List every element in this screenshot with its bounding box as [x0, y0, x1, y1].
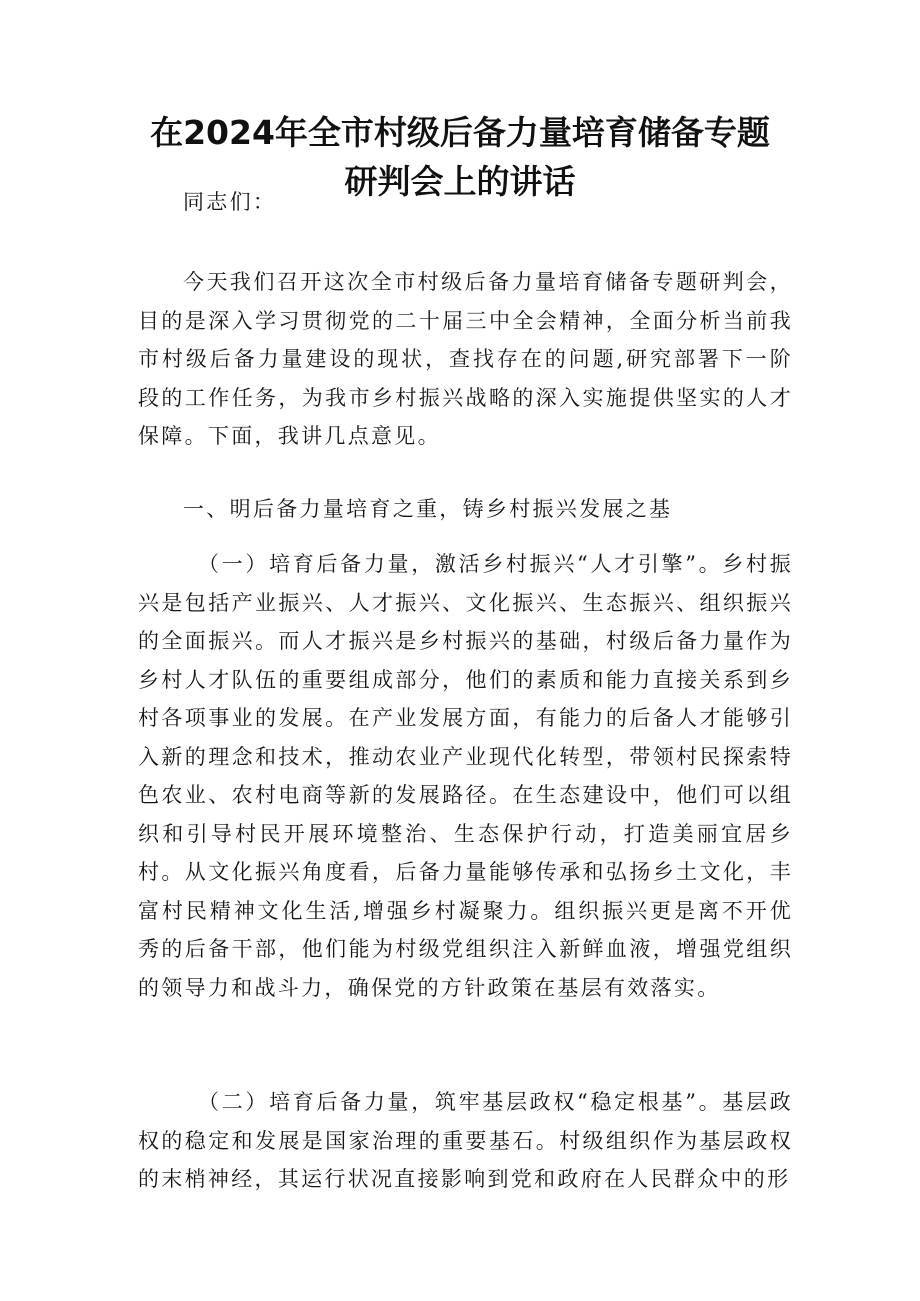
salutation: 同志们：	[183, 190, 277, 214]
document-title: 在2024年全市村级后备力量培育储备专题研判会上的讲话	[150, 113, 770, 201]
point-one-paragraph: （一）培育后备力量，激活乡村振兴“人才引擎”。乡村振兴是包括产业振兴、人才振兴、文化振兴、生态振兴、组织振兴的全面振兴。而人才振兴是乡村振兴的基础，村级后备力量作为乡村人才队伍的重要组成部分，他们的素质和能力直接关系到乡村各项事业的发展。在产业发展方面，有能力的后备人才能够引入新的理念和技术，推动农业产业现代化转型，带领村民探索特色农业、农村电商等新的发展路径。在生态建设中，他们可以组织和引导村民开展环境整治、生态保护行动，打造美丽宜居乡村。从文化振兴角度看，后备力量能够传承和弘扬乡土文化，丰富村民精神文化生活,增强乡村凝聚力。组织振兴更是离不开优秀的后备干部，他们能为村级党组织注入新鲜血液，增强党组织的领导力和战斗力，确保党的方针政策在基层有效落实。	[138, 552, 793, 1000]
point-two-paragraph: （二）培育后备力量，筑牢基层政权“稳定根基”。基层政权的稳定和发展是国家治理的重要基石。村级组织作为基层政权的末梢神经，其运行状况直接影响到党和政府在人民群众中的形	[138, 1090, 793, 1191]
intro-paragraph: 今天我们召开这次全市村级后备力量培育储备专题研判会，目的是深入学习贯彻党的二十届三中全会精神，全面分析当前我市村级后备力量建设的现状，查找存在的问题,研究部署下一阶段的工作任务，为我市乡村振兴战略的深入实施提供坚实的人才保障。下面，我讲几点意见。	[138, 270, 793, 448]
section-one-heading: 一、明后备力量培育之重，铸乡村振兴发展之基	[183, 497, 673, 521]
